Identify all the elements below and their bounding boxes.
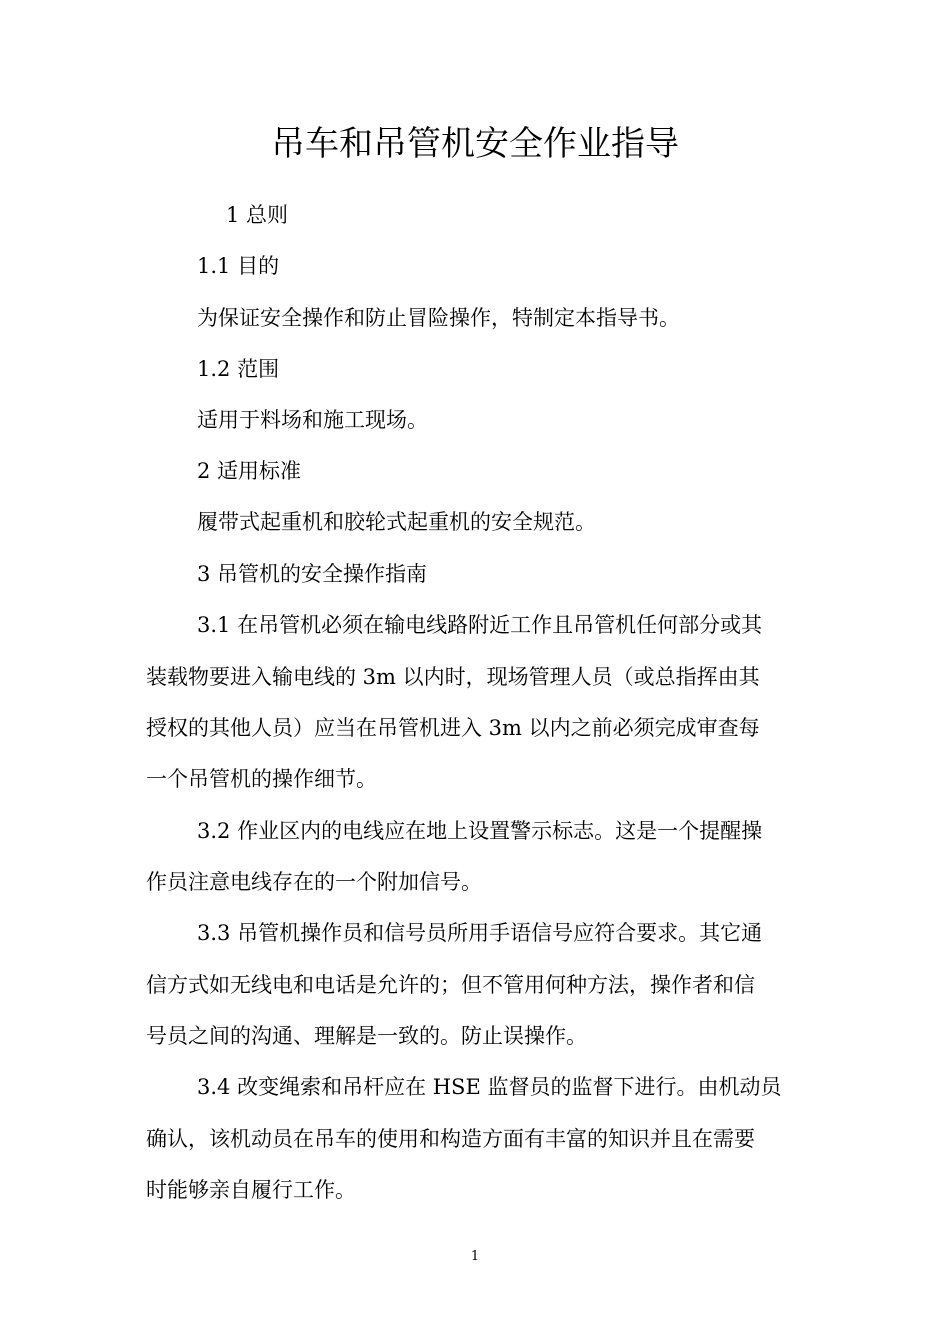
- paragraph-line: 装载物要进入输电线的 3m 以内时，现场管理人员（或总指挥由其: [146, 665, 760, 689]
- paragraph-line: 3.3 吊管机操作员和信号员所用手语信号应符合要求。其它通: [197, 921, 763, 945]
- paragraph-line: 确认，该机动员在吊车的使用和构造方面有丰富的知识并且在需要: [146, 1127, 755, 1151]
- subsection-heading-scope: 1.2 范围: [197, 357, 280, 381]
- section-heading-general: 1 总则: [226, 203, 289, 227]
- paragraph-line: 作员注意电线存在的一个附加信号。: [146, 870, 482, 894]
- paragraph-line: 3.2 作业区内的电线应在地上设置警示标志。这是一个提醒操: [197, 819, 763, 843]
- section-heading-standards: 2 适用标准: [197, 459, 302, 483]
- paragraph-line: 履带式起重机和胶轮式起重机的安全规范。: [197, 510, 596, 534]
- section-heading-pipelayer-guide: 3 吊管机的安全操作指南: [197, 562, 428, 586]
- paragraph-line: 号员之间的沟通、理解是一致的。防止误操作。: [146, 1024, 587, 1048]
- document-title: 吊车和吊管机安全作业指导: [271, 124, 679, 164]
- page-number: 1: [470, 1249, 480, 1264]
- paragraph-line: 3.1 在吊管机必须在输电线路附近工作且吊管机任何部分或其: [197, 613, 763, 637]
- paragraph-line: 一个吊管机的操作细节。: [146, 767, 377, 791]
- paragraph-line: 时能够亲自履行工作。: [146, 1178, 356, 1202]
- paragraph-line: 为保证安全操作和防止冒险操作，特制定本指导书。: [197, 306, 680, 330]
- paragraph-line: 授权的其他人员）应当在吊管机进入 3m 以内之前必须完成审查每: [146, 716, 760, 740]
- paragraph-line: 信方式如无线电和电话是允许的；但不管用何种方法，操作者和信: [146, 973, 755, 997]
- paragraph-line: 3.4 改变绳索和吊杆应在 HSE 监督员的监督下进行。由机动员: [197, 1075, 782, 1099]
- paragraph-line: 适用于料场和施工现场。: [197, 408, 428, 432]
- subsection-heading-purpose: 1.1 目的: [197, 254, 280, 278]
